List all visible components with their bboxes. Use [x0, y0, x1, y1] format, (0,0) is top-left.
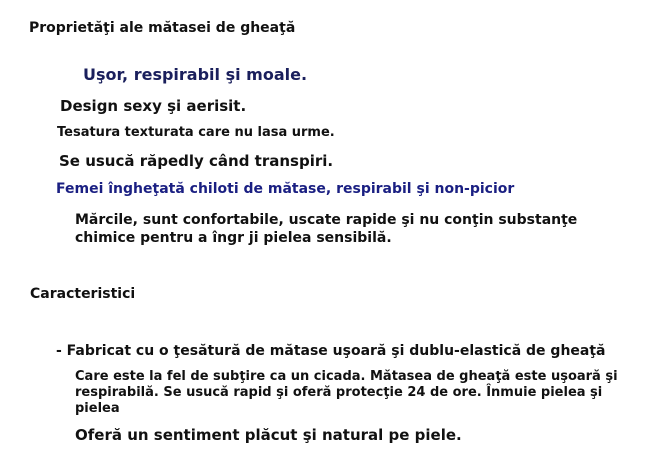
- property-comfort-paragraph: Mărcile, sunt confortabile, uscate rapide şi nu conţin substanţe chimice pentru a îngr ji pielea sensibilă.: [75, 212, 578, 246]
- property-ice-silk-panties: Femei îngheţată chiloti de mătase, respirabil şi non-picior: [56, 181, 515, 197]
- characteristic-fabric: - Fabricat cu o ţesătură de mătase uşoară şi dublu-elastică de gheaţă: [56, 343, 606, 359]
- characteristic-natural-feel: Oferă un sentiment plăcut şi natural pe piele.: [75, 426, 462, 444]
- characteristics-title: Caracteristici: [30, 286, 136, 302]
- characteristic-thin-paragraph: Care este la fel de subţire ca un cicada. Mătasea de gheaţă este uşoară şi respirabilă. Se usucă rapid şi oferă protecţie 24 de ore. Înmuie pielea şi pielea: [75, 369, 618, 416]
- property-design: Design sexy şi aerisit.: [60, 97, 247, 115]
- properties-title: Proprietăţi ale mătasei de gheaţă: [29, 20, 296, 36]
- property-texture: Tesatura texturata care nu lasa urme.: [57, 125, 335, 140]
- property-lightweight: Uşor, respirabil şi moale.: [83, 65, 308, 84]
- property-quick-dry: Se usucă răpedly când transpiri.: [59, 152, 334, 170]
